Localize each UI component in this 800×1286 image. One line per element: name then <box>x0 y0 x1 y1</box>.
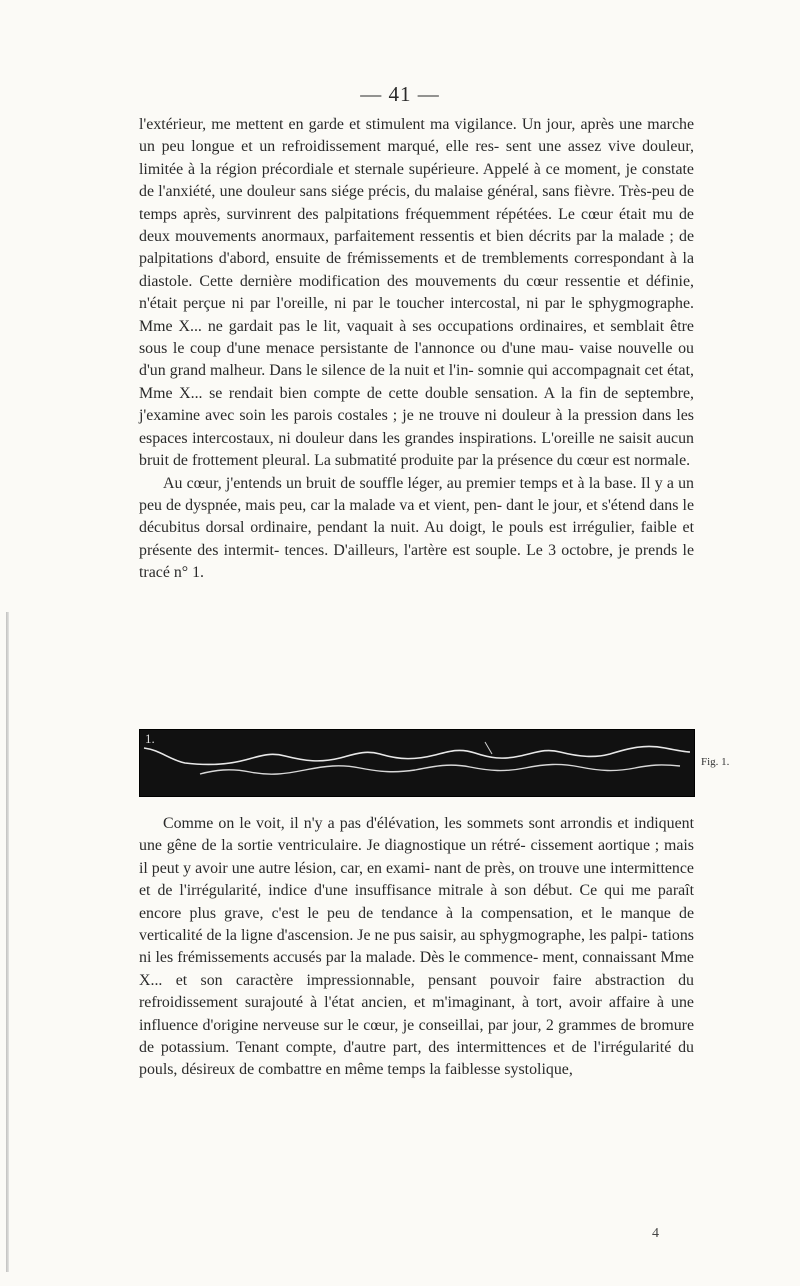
paragraph-1: l'extérieur, me mettent en garde et stimulent ma vigilance. Un jour, après une marche un peu longue et un refroidissement marqué, elle res- sent une assez vive douleur, limitée à la région précordiale et sternale supérieure. Appelé à ce moment, je constate de l'anxiété, une douleur sans siége précis, du malaise général, sans fièvre. Très-peu de temps après, survinrent des palpitations fréquemment répétées. Le cœur était mu de deux mouvements anormaux, parfaitement ressentis et bien décrits par la malade ; de palpitations d'abord, ensuite de frémissements et de tremblements correspondant à la diastole. Cette dernière modification des mouvements du cœur ressentie et définie, n'était perçue ni par l'oreille, ni par le toucher intercostal, ni par le sphygmographe. Mme X... ne gardait pas le lit, vaquait à ses occupations ordinaires, et semblait être sous le coup d'une menace persistante de l'annonce ou d'une mau- vaise nouvelle ou d'un grand malheur. Dans le silence de la nuit et l'in- somnie qui accompagnait cet état, Mme X... se rendait bien compte de cette double sensation. A la fin de septembre, j'examine avec soin les parois costales ; je ne trouve ni douleur à la pression dans les espaces intercostaux, ni douleur dans les grandes inspirations. L'oreille ne saisit aucun bruit de frottement pleural. La submatité produite par la présence du cœur est normale. <box>139 116 694 470</box>
body-text-section-2 <box>139 813 694 1082</box>
pulse-trace-line-lower <box>200 764 680 774</box>
pulse-trace-line-upper <box>144 746 690 764</box>
page-number: — 41 — <box>360 82 440 106</box>
page-edge-shadow <box>6 612 9 1272</box>
sphygmograph-figure <box>139 729 760 799</box>
pulse-trace-plate <box>139 729 695 797</box>
paragraph-1-continuation: Au cœur, j'entends un bruit de souffle léger, au premier temps et à la base. Il y a un peu de dyspnée, mais peu, car la malade va et vient, pen- dant le jour, et s'étend dans le décubitus dorsal ordinaire, pendant la nuit. Au doigt, le pouls est irrégulier, faible et présente des intermit- tences. D'ailleurs, l'artère est souple. Le 3 octobre, je prends le tracé n° 1. <box>139 474 694 582</box>
pulse-trace-marker <box>485 742 492 754</box>
paragraph-2: Comme on le voit, il n'y a pas d'élévation, les sommets sont arrondis et indiquent une gêne de la sortie ventriculaire. Je diagnostique un rétré- cissement aortique ; mais il peut y avoir une autre lésion, car, en exami- nant de près, on trouve une intermittence et de l'irrégularité, indice d'une insuffisance mitrale à son début. Ce qui me paraît encore plus grave, c'est le peu de tendance à la compensation, et le manque de verticalité de la ligne d'ascension. Je ne pus saisir, au sphygmographe, les palpi- tations ni les frémissements accusés par la malade. Dès le commence- ment, connaissant Mme X... et son caractère impressionnable, pensant pouvoir faire abstraction du refroidissement surajouté à l'état ancien, et m'imaginant, à tort, avoir affaire à une influence d'origine nerveuse sur le cœur, je conseillai, par jour, 2 grammes de bromure de potassium. Tenant compte, d'autre part, des intermittences et de l'irrégularité du pouls, désireux de combattre en même temps la faiblesse systolique, <box>139 815 694 1079</box>
figure-label: Fig. 1. <box>701 756 730 768</box>
body-text-section-1 <box>139 114 694 585</box>
signature-mark: 4 <box>652 1226 659 1241</box>
pulse-trace-drawing <box>140 730 694 796</box>
trace-number: 1. <box>145 731 155 746</box>
